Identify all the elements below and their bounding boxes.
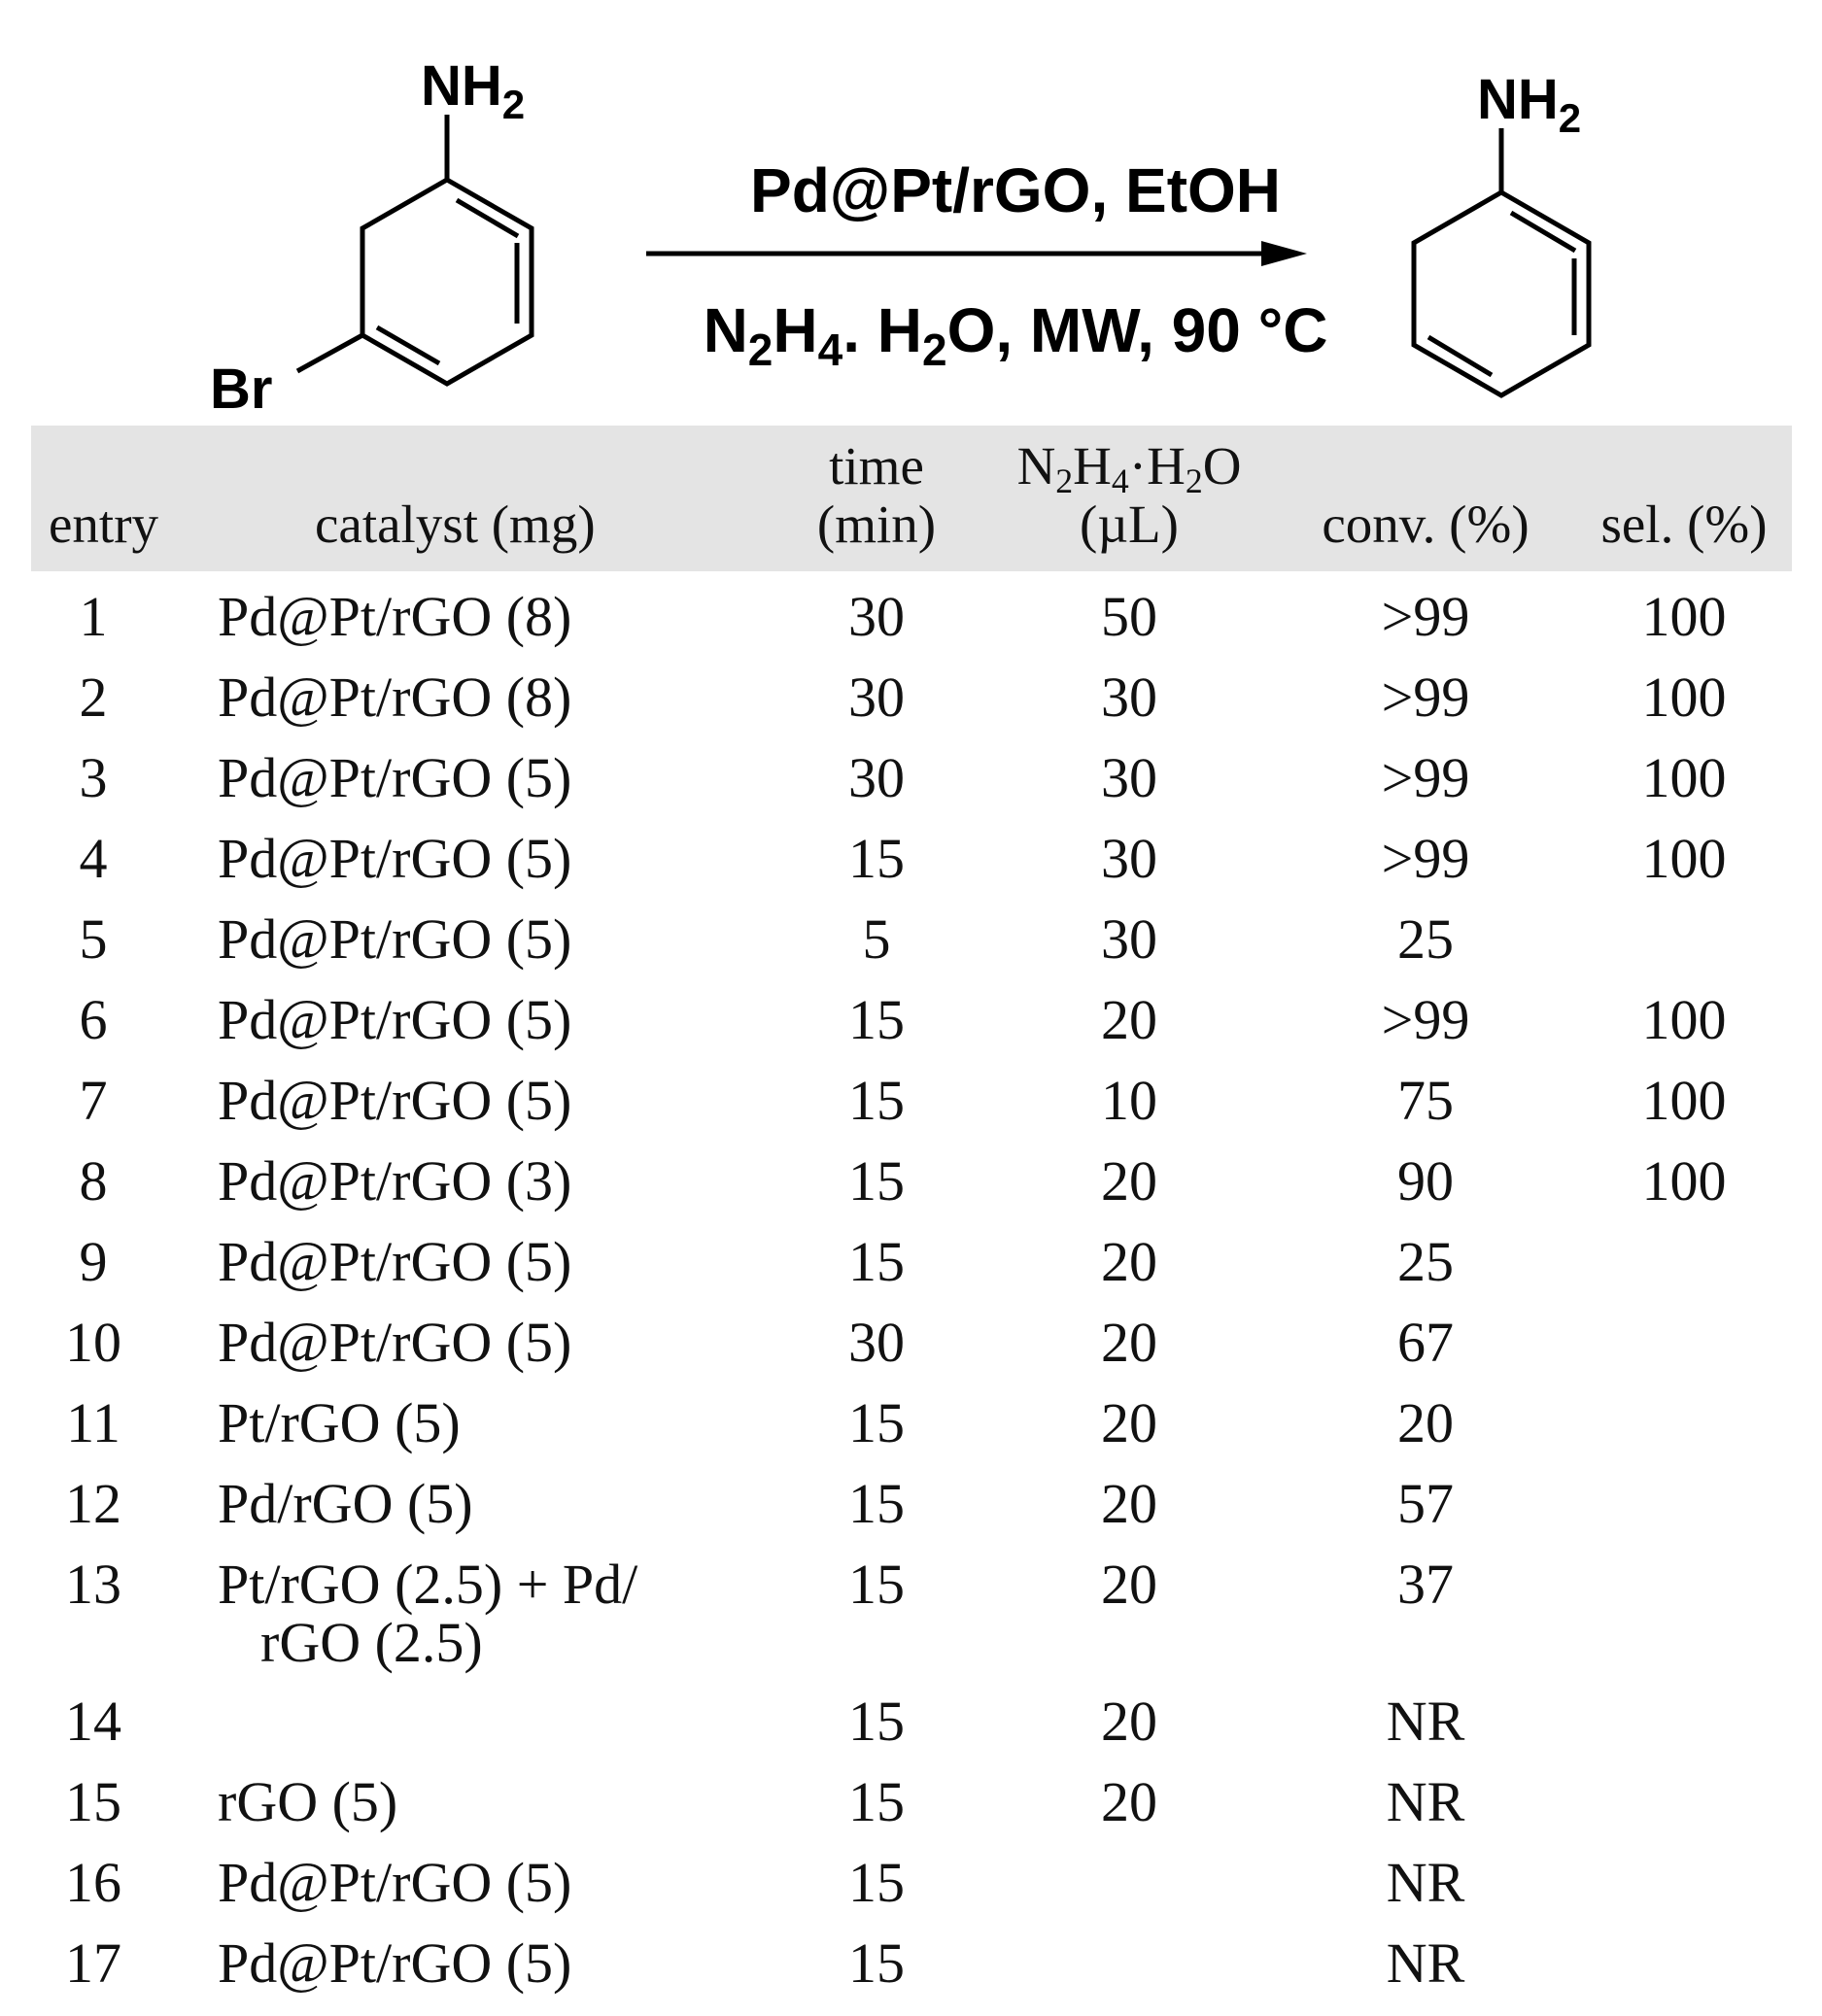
cell-catalyst: Pd@Pt/rGO (8) xyxy=(218,585,572,648)
cell-entry: 17 xyxy=(65,1931,121,1995)
header-hydrazine: $N_2H_4\cdot H_2O$ xyxy=(1016,436,1242,500)
cell-selectivity: 100 xyxy=(1641,1149,1727,1213)
cell-entry: 16 xyxy=(65,1851,121,1914)
reactant-amine-label: $NH_2$ xyxy=(421,54,526,127)
reactant-bromo-bond xyxy=(297,335,362,371)
reaction-scheme xyxy=(0,0,1822,427)
cell-time: 15 xyxy=(848,1069,905,1132)
cell-catalyst: Pd@Pt/rGO (5) xyxy=(218,1230,572,1293)
cell-time: 15 xyxy=(848,1472,905,1535)
cell-selectivity: 100 xyxy=(1641,827,1727,890)
cell-entry: 4 xyxy=(79,827,108,890)
header-selectivity: sel. (%) xyxy=(1600,495,1768,554)
reactant-structure xyxy=(297,115,532,384)
cell-catalyst: Pd@Pt/rGO (5) xyxy=(218,988,572,1051)
cell-hydrazine: 30 xyxy=(1101,746,1157,809)
cell-catalyst: Pd@Pt/rGO (5) xyxy=(218,1851,572,1914)
cell-conversion: NR xyxy=(1386,1690,1465,1753)
cell-conversion: NR xyxy=(1386,1851,1465,1914)
cell-time: 30 xyxy=(848,666,905,729)
cell-catalyst: Pd@Pt/rGO (5) xyxy=(218,1931,572,1995)
cell-hydrazine: 20 xyxy=(1101,1391,1157,1454)
cell-conversion: 75 xyxy=(1397,1069,1454,1132)
cell-entry: 3 xyxy=(79,746,108,809)
cell-catalyst: Pd@Pt/rGO (5) xyxy=(218,746,572,809)
cell-conversion: 67 xyxy=(1397,1311,1454,1374)
header-hydrazine-unit: (µL) xyxy=(1080,495,1179,554)
cell-conversion: 25 xyxy=(1397,907,1454,971)
cell-hydrazine: 20 xyxy=(1101,988,1157,1051)
cell-entry: 8 xyxy=(79,1149,108,1213)
cell-entry: 12 xyxy=(65,1472,121,1535)
cell-catalyst: Pd/rGO (5) xyxy=(218,1472,473,1535)
reactant-benzene-ring xyxy=(362,180,532,384)
cell-hydrazine: 20 xyxy=(1101,1553,1157,1616)
cell-selectivity: 100 xyxy=(1641,666,1727,729)
cell-hydrazine: 20 xyxy=(1101,1149,1157,1213)
conditions-above-arrow: Pd@Pt/rGO, EtOH xyxy=(750,155,1281,225)
cell-catalyst: Pd@Pt/rGO (8) xyxy=(218,666,572,729)
cell-hydrazine: 20 xyxy=(1101,1311,1157,1374)
cell-entry: 15 xyxy=(65,1770,121,1833)
cell-entry: 9 xyxy=(79,1230,108,1293)
cell-conversion: 20 xyxy=(1397,1391,1454,1454)
cell-hydrazine: 20 xyxy=(1101,1230,1157,1293)
cell-time: 15 xyxy=(848,827,905,890)
cell-entry: 5 xyxy=(79,907,108,971)
product-amine-label: $NH_2$ xyxy=(1477,68,1582,141)
cell-selectivity: 100 xyxy=(1641,1069,1727,1132)
cell-catalyst: Pt/rGO (2.5) + Pd/ xyxy=(218,1553,638,1616)
reaction-arrowhead xyxy=(1261,241,1307,266)
cell-time: 15 xyxy=(848,1690,905,1753)
cell-entry: 1 xyxy=(79,585,108,648)
cell-hydrazine: 30 xyxy=(1101,666,1157,729)
cell-hydrazine: 10 xyxy=(1101,1069,1157,1132)
cell-catalyst-continued: rGO (2.5) xyxy=(260,1611,483,1674)
cell-conversion: >99 xyxy=(1381,585,1470,648)
cell-conversion: 37 xyxy=(1397,1553,1454,1616)
cell-catalyst: rGO (5) xyxy=(218,1770,398,1833)
cell-conversion: 90 xyxy=(1397,1149,1454,1213)
header-time-unit: (min) xyxy=(816,495,937,554)
cell-conversion: 57 xyxy=(1397,1472,1454,1535)
cell-time: 15 xyxy=(848,1391,905,1454)
cell-hydrazine: 20 xyxy=(1101,1690,1157,1753)
cell-entry: 10 xyxy=(65,1311,121,1374)
cell-time: 5 xyxy=(862,907,891,971)
cell-hydrazine: 30 xyxy=(1101,907,1157,971)
cell-conversion: NR xyxy=(1386,1770,1465,1833)
header-catalyst: catalyst (mg) xyxy=(315,495,596,554)
cell-time: 30 xyxy=(848,1311,905,1374)
header-conversion: conv. (%) xyxy=(1322,495,1530,554)
cell-time: 15 xyxy=(848,1770,905,1833)
cell-conversion: >99 xyxy=(1381,666,1470,729)
cell-hydrazine: 30 xyxy=(1101,827,1157,890)
cell-catalyst: Pd@Pt/rGO (5) xyxy=(218,907,572,971)
cell-conversion: 25 xyxy=(1397,1230,1454,1293)
cell-entry: 13 xyxy=(65,1553,121,1616)
header-entry: entry xyxy=(49,495,159,554)
cell-conversion: >99 xyxy=(1381,827,1470,890)
cell-time: 15 xyxy=(848,1149,905,1213)
cell-catalyst: Pt/rGO (5) xyxy=(218,1391,461,1454)
cell-selectivity: 100 xyxy=(1641,988,1727,1051)
cell-entry: 14 xyxy=(65,1690,121,1753)
cell-catalyst: Pd@Pt/rGO (3) xyxy=(218,1149,572,1213)
reactant-bromo-label: Br xyxy=(210,358,273,421)
cell-entry: 6 xyxy=(79,988,108,1051)
cell-selectivity: 100 xyxy=(1641,585,1727,648)
cell-catalyst: Pd@Pt/rGO (5) xyxy=(218,1311,572,1374)
product-structure xyxy=(1414,128,1589,395)
cell-conversion: >99 xyxy=(1381,988,1470,1051)
cell-entry: 2 xyxy=(79,666,108,729)
cell-catalyst: Pd@Pt/rGO (5) xyxy=(218,1069,572,1132)
conditions-below-arrow: $N_2H_4$. $H_2O$, MW, 90 °C xyxy=(703,295,1328,375)
cell-time: 15 xyxy=(848,1553,905,1616)
cell-entry: 7 xyxy=(79,1069,108,1132)
cell-time: 30 xyxy=(848,746,905,809)
cell-hydrazine: 20 xyxy=(1101,1472,1157,1535)
cell-hydrazine: 50 xyxy=(1101,585,1157,648)
cell-catalyst: Pd@Pt/rGO (5) xyxy=(218,827,572,890)
cell-time: 15 xyxy=(848,1230,905,1293)
cell-time: 15 xyxy=(848,988,905,1051)
product-benzene-ring xyxy=(1414,192,1589,395)
header-time: time xyxy=(829,436,924,495)
cell-selectivity: 100 xyxy=(1641,746,1727,809)
cell-conversion: NR xyxy=(1386,1931,1465,1995)
reactant-double-bond xyxy=(377,327,439,363)
cell-conversion: >99 xyxy=(1381,746,1470,809)
cell-time: 15 xyxy=(848,1851,905,1914)
cell-hydrazine: 20 xyxy=(1101,1770,1157,1833)
cell-time: 15 xyxy=(848,1931,905,1995)
cell-entry: 11 xyxy=(66,1391,120,1454)
cell-time: 30 xyxy=(848,585,905,648)
